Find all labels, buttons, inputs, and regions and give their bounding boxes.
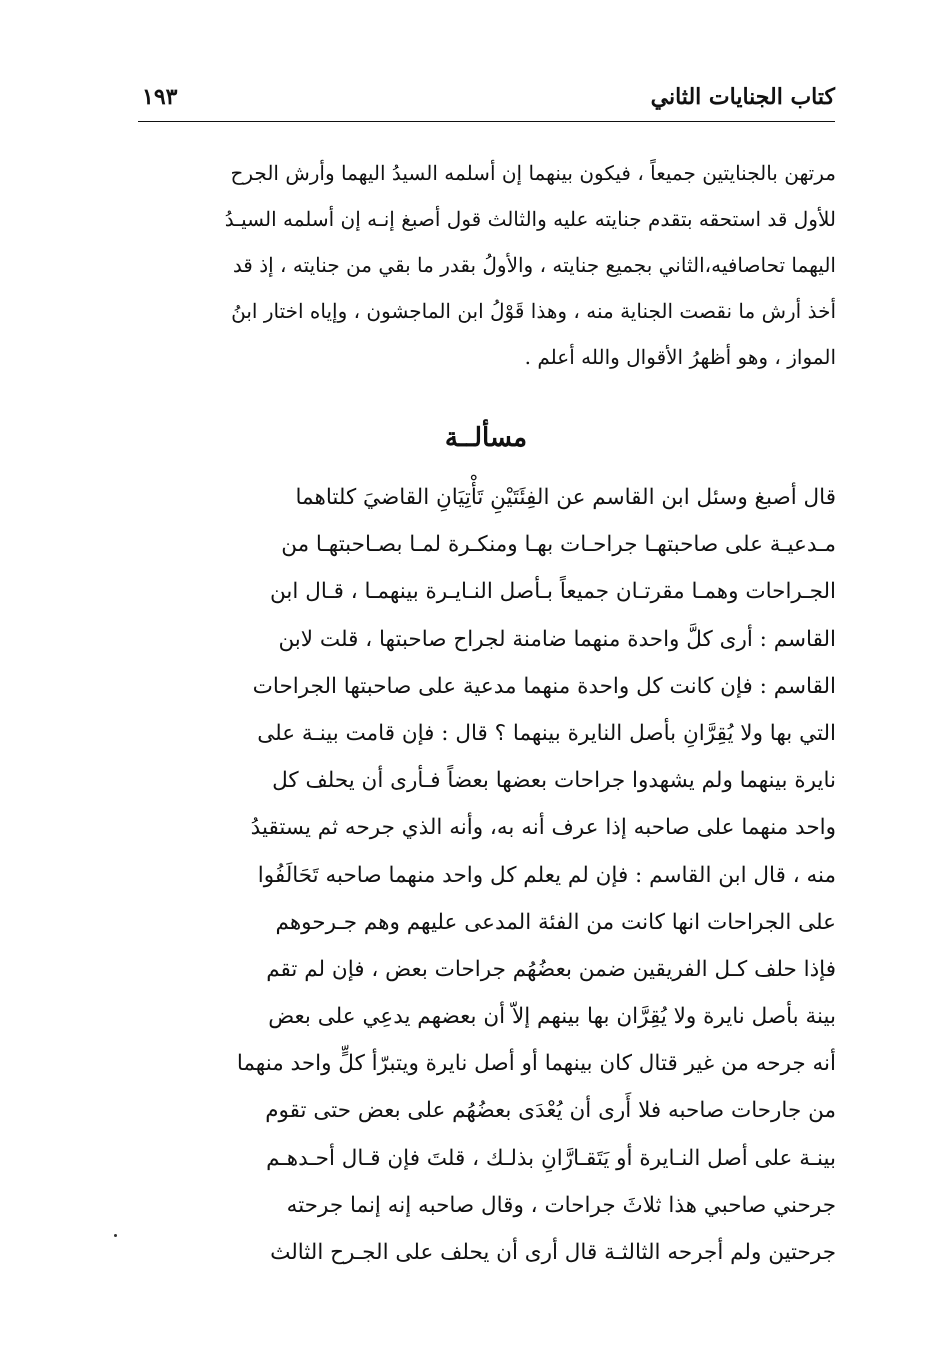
section-heading: مسألــة	[444, 423, 528, 453]
text-line: واحد منهما على صاحبه إذا عرف أنه به، وأنه الذي جرحه ثم يستقيدُ	[250, 815, 836, 841]
page-number: ١٩٣	[142, 84, 178, 110]
text-line: المواز ، وهو أظهرُ الأقوال والله أعلم .	[524, 345, 836, 369]
scan-speck	[114, 1234, 117, 1237]
text-line: اليهما تحاصافيه،الثاني بجميع جنايته ، والأولُ بقدر ما بقي من جنايته ، إذ قد	[232, 253, 836, 277]
page-header	[138, 80, 835, 116]
text-line: التي بها ولا يُقِرَّانِ بأصل النايرة بينهما ؟ قال : فإن قامت بينـة على	[257, 720, 836, 746]
text-line: مرتهن بالجنايتين جميعاً ، فيكون بينهما إن أسلمه السيدُ اليهما وأرش الجرح	[230, 161, 836, 185]
text-line: للأول قد استحقه بتقدم جنايته عليه والثالث قول أصبغ إنـه إن أسلمه السيـدُ	[224, 207, 836, 231]
text-line: مـدعيـة على صاحبتهـا جراحـات بهـا ومنكـرة لمـا بصـاحبتهـا من	[281, 532, 836, 558]
text-line: من جارحات صاحبه فلا أَرى أن يُعْدَى بعضُهُم على بعض حتى تقوم	[265, 1098, 836, 1124]
text-line: نايرة بينهما ولم يشهدوا جراحات بعضها بعضاً فـأرى أن يحلف كل	[272, 768, 836, 794]
text-line: الجـراحات وهمـا مقرتـان جميعاً بـأصل النـايـرة بينهمـا ، قـال ابن	[270, 579, 836, 605]
text-line: جرحتين ولم أجرحه الثالثـة قال أرى أن يحلف على الجـرح الثالث	[270, 1240, 836, 1265]
text-line: القاسم : فإن كانت كل واحدة منهما مدعية على صاحبتها الجراحات	[252, 673, 836, 699]
text-line: أخذ أرش ما نقصت الجناية منه ، وهذا قَوْلُ ابن الماجشون ، وإياه اختار ابنُ	[231, 299, 836, 323]
text-line: قال أصبغ وسئل ابن القاسم عن الفِئَتَيْنِ تَأْتِيَانِ القاضيَ كلتاهما	[295, 485, 836, 510]
text-line: القاسم : أرى كلَّ واحدة منهما ضامنة لجراح صاحبتها ، قلت لابن	[278, 626, 836, 652]
text-line: بينة بأصل نايرة ولا يُقِرَّان بها بينهم إلاّ أن بعضهم يدعِي على بعض	[268, 1004, 836, 1030]
header-rule	[138, 121, 835, 122]
text-line: أنه جرحه من غير قتال كان بينهما أو أصل نايرة ويتبرّأ كلٍّ واحد منهما	[236, 1051, 836, 1077]
text-line: بينـة على أصل النـايرة أو يَتَقـارَّانِ بذلـك ، قلتَ فإن قـال أحـدهـم	[266, 1145, 836, 1171]
paragraph-1	[136, 150, 836, 380]
text-line: على الجراحات انها كانت من الفئة المدعى عليهم وهم جـرحوهم	[275, 909, 836, 935]
paragraph-2	[136, 474, 836, 1276]
text-line: منه ، قال ابن القاسم : فإن لم يعلم كل واحد منهما صاحبه تَحَالَفُوا	[257, 862, 836, 888]
running-title: كتاب الجنايات الثاني	[650, 84, 835, 110]
text-line: فإذا حلف كـل الفريقين ضمن بعضُهُم جراحات بعض ، فإن لم تقم	[266, 956, 836, 982]
text-line: جرحني صاحبي هذا ثلاثَ جراحات ، وقال صاحبه إنه إنما جرحته	[286, 1192, 836, 1218]
